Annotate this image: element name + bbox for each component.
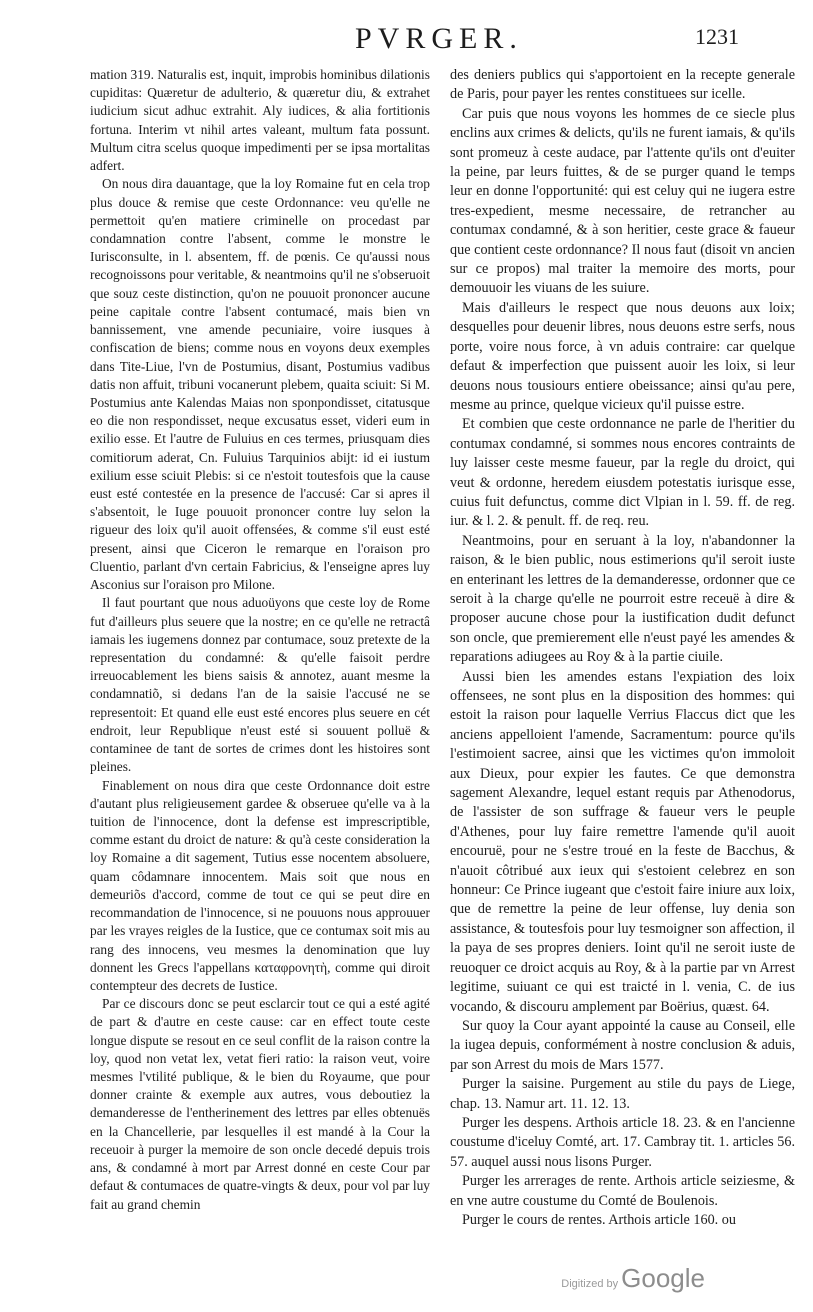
paragraph: Car puis que nous voyons les hommes de ce siecle plus enclins aux crimes & delicts, qu'ils ne furent iamais, & qu'ils sont promeuz à ceste audace, par l'attente qu'ils ont d'euiter la peine, par leurs fuittes, & de se purger quand le temps leur en donne l'opportunité: qui est celuy qui ne iugera estre tres-expedient, mesme necessaire, de retrancher au contumax condamné, & à son heritier, ceste grace & faueur que contient ceste ordonnance? Il nous faut (disoit vn ancien sur ce propos) mal traiter la memoire des morts, pour demouuoir les viuans de les suiure. bbox=[450, 105, 795, 297]
right-column bbox=[450, 66, 795, 1230]
paragraph: Purger les arrerages de rente. Arthois article seiziesme, & en vne autre coustume du Comté de Boulenois. bbox=[450, 1173, 795, 1209]
page-title: PVRGER. bbox=[355, 22, 523, 55]
paragraph: Purger les despens. Arthois article 18. 23. & en l'ancienne coustume d'iceluy Comté, art. 17. Cambray tit. 1. articles 56. 57. auquel aussi nous lisons Purger. bbox=[450, 1114, 795, 1170]
left-column bbox=[90, 66, 430, 1214]
paragraph: Et combien que ceste ordonnance ne parle de l'heritier du contumax condamné, si sommes nous encores contraints de luy laisser ceste mesme faueur, par la regle du droict, qui veut & ordonne, heredem eiusdem potestatis iurisque esse, cuius fuit defunctus, comme dict Vlpian in l. 59. ff. de reg. iur. & l. 2. & penult. ff. de req. reu. bbox=[450, 416, 795, 530]
page-number: 1231 bbox=[695, 24, 739, 49]
paragraph: Sur quoy la Cour ayant appointé la cause au Conseil, elle la iugea depuis, conformément à nostre conclusion & aduis, par son Arrest du mois de Mars 1577. bbox=[450, 1017, 795, 1073]
running-head bbox=[0, 22, 813, 62]
paragraph: Finablement on nous dira que ceste Ordonnance doit estre d'autant plus religieusement gardee & obseruee qu'elle va à la tuition de l'innocence, dont la defense est imprescriptible, comme estant du droict de nature: & qu'à ceste consideration la loy Romaine a dit sagement, Tutius esse nocentem absoluere, quam côdamnare innocentem. Mais soit que nous en demeuriõs d'accord, comme de tout ce qui se peut dire en recommandation de l'innocence, si ne pouuons nous approuuer par les vrayes reigles de la Iustice, que ce contumax soit mis au rang des innocens, veu mesmes la denomination que luy donnent les Grecs l'appellans καταφρονητὴ, comme qui diroit contempteur des decrets de Iustice. bbox=[90, 777, 430, 993]
paragraph: Mais d'ailleurs le respect que nous deuons aux loix; desquelles pour deuenir libres, nous deuons estre serfs, nous porte, voire nous force, à vn aduis contraire: car quelque defaut & imperfection que puissent auoir les loix, si leur deuons nous tousiours entiere obeissance; ainsi qu'au pere, mesme au prince, quelque vicieux qu'il puisse estre. bbox=[450, 299, 795, 413]
paragraph: mation 319. Naturalis est, inquit, improbis hominibus dilationis cupiditas: Quæretur de adulterio, & quæretur diu, & extrahet iudicium sicut adhuc extrahit. Aly iudices, & alia fortitionis fortuna. Interim vt nihil artes valeant, multum fata possunt. Multum citra scelus quoque impedimenti per se ipsa mortalitas adfert. bbox=[90, 67, 430, 174]
watermark-prefix: Digitized by bbox=[561, 1278, 619, 1290]
google-logo-text: Google bbox=[621, 1263, 705, 1293]
paragraph: des deniers publics qui s'apportoient en la recepte generale de Paris, pour payer les rentes constituees sur icelle. bbox=[450, 67, 795, 103]
paragraph: Par ce discours donc se peut esclarcir tout ce qui a esté agité de part & d'autre en ceste cause: car en effect toute ceste longue dispute se resout en ce seul conflit de la raison contre la loy, quod non vetat lex, vetat fieri ratio: la raison veut, voire mesmes l'vtilité publique, & le bien du Royaume, que pour donner crainte & exemple aux autres, vous deboutiez la demanderesse de l'entherinement des lettres par elles obtenuës en la Chancellerie, par lesquelles il est mandé à la Cour la receuoir à purger la memoire de son oncle decedé depuis trois ans, & condamné à mort par Arrest donné en ceste Cour par defaut & contumaces de quatre-vingts & deux, pour vol par luy fait au grand chemin bbox=[90, 996, 430, 1212]
paragraph: On nous dira dauantage, que la loy Romaine fut en cela trop plus douce & remise que ceste Ordonnance: veu qu'elle ne permettoit qu'en matiere criminelle on procedast par condamnation contre l'absent, comme le monstre le Iurisconsulte, in l. absentem, ff. de pœnis. Ce qu'aussi nous recognoissons pour veritable, & neantmoins qu'il ne s'obseruoit que souz ceste distinction, qu'on ne pouuoit prononcer aucune peine capitale contre l'absent contumacé, mais bien vn bannissement, vne amende pecuniaire, voire iusques à confiscation de biens; comme nous en voyons deux exemples dans Tite-Liue, l'vn de Postumius, disant, Postumius vadibus datis non affuit, tribuni vocanerunt plebem, quaita sciuit: Si M. Postumius ante Kalendas Maias non sponpondisset, citatusque eo die non respondisset, neque excusatus esset, videri eum in exilio esse. Et l'autre de Fuluius en ces termes, priusquam dies comitiorum aderat, Cn. Fuluius Tarquinios abijt: id ei iustum exilium esse sciuit Plebis: si ce n'estoit toutesfois que la cause eust esté contestée en la presence de l'accusé: Car si apres il s'absentoit, le Iuge pouuoit prononcer contre luy selon la rigueur des loix qu'il auoit offensées, & comme s'il eust esté present, ainsi que Ciceron le remarque en l'oraison pro Cluentio, parlant d'vn certain Fabricius, & l'enseigne apres luy Asconius sur l'oraison pro Milone. bbox=[90, 176, 430, 593]
paragraph: Il faut pourtant que nous aduoüyons que ceste loy de Rome fut d'ailleurs plus seuere que la nostre; en ce qu'elle ne retractâ iamais les iugemens donnez par contumace, souz pretexte de la representation du condamné: & qu'elle faisoit perdre irreuocablement les biens saisis & annotez, auant mesme la condamnatiõ, si dedans l'an de la saisie l'accusé ne se representoit: Et quand elle eust esté encores plus seuere en cét endroit, leur Republique n'eust esté si souuent polluë & contaminee de tant de sortes de crimes dont les histoires sont pleines. bbox=[90, 595, 430, 775]
paragraph: Aussi bien les amendes estans l'expiation des loix offensees, ne sont plus en la disposition des hommes: qui estoit la raison pour laquelle Verrius Flaccus dict que les anciens appelloient l'amende, Sacramentum: pource qu'ils l'estimoient sacree, ainsi que les victimes qu'on immoloit aux Dieux, pour expier les fautes. Ce que demonstra sagement Alexandre, lequel estant requis par Athenodorus, de l'assister de son suffrage & faueur vers le peuple d'Athenes, pour luy faire remettre l'amende qu'il auoit encouruë, pour ne s'estre troué en la feste de Bacchus, & n'auoit côtribué aux ieux qui s'estoient celebrez en son honneur: Ce Prince iugeant que c'estoit faire iniure aux loix, que de remettre la peine de leur offense, luy denia son assistance, & toutesfois pour luy tesmoigner son affection, il la paya de ses propres deniers. Ioint qu'il ne seroit iuste de reuoquer ce droict acquis au Roy, & à la partie par vn Arrest legitime, suiuant ce qui est traicté in l. venia, C. de ius vocando, & discouru amplement par Boërius, quæst. 64. bbox=[450, 668, 795, 1015]
paragraph: Purger le cours de rentes. Arthois article 160. ou bbox=[462, 1211, 736, 1228]
paragraph: Neantmoins, pour en seruant à la loy, n'abandonner la raison, & le bien public, nous estimerions qu'il seroit iuste en enterinant les lettres de la demanderesse, ordonner que ce seroit à la charge qu'elle ne pourroit estre receuë à dire & proposer aucune chose pour la iustification dudit defunct son oncle, que premierement elle n'eust payé les amendes & reparations adiugees au Roy & à la partie ciuile. bbox=[450, 532, 795, 666]
paragraph: Purger la saisine. Purgement au stile du pays de Liege, chap. 13. Namur art. 11. 12. 13. bbox=[450, 1076, 795, 1112]
google-watermark bbox=[561, 1263, 705, 1294]
